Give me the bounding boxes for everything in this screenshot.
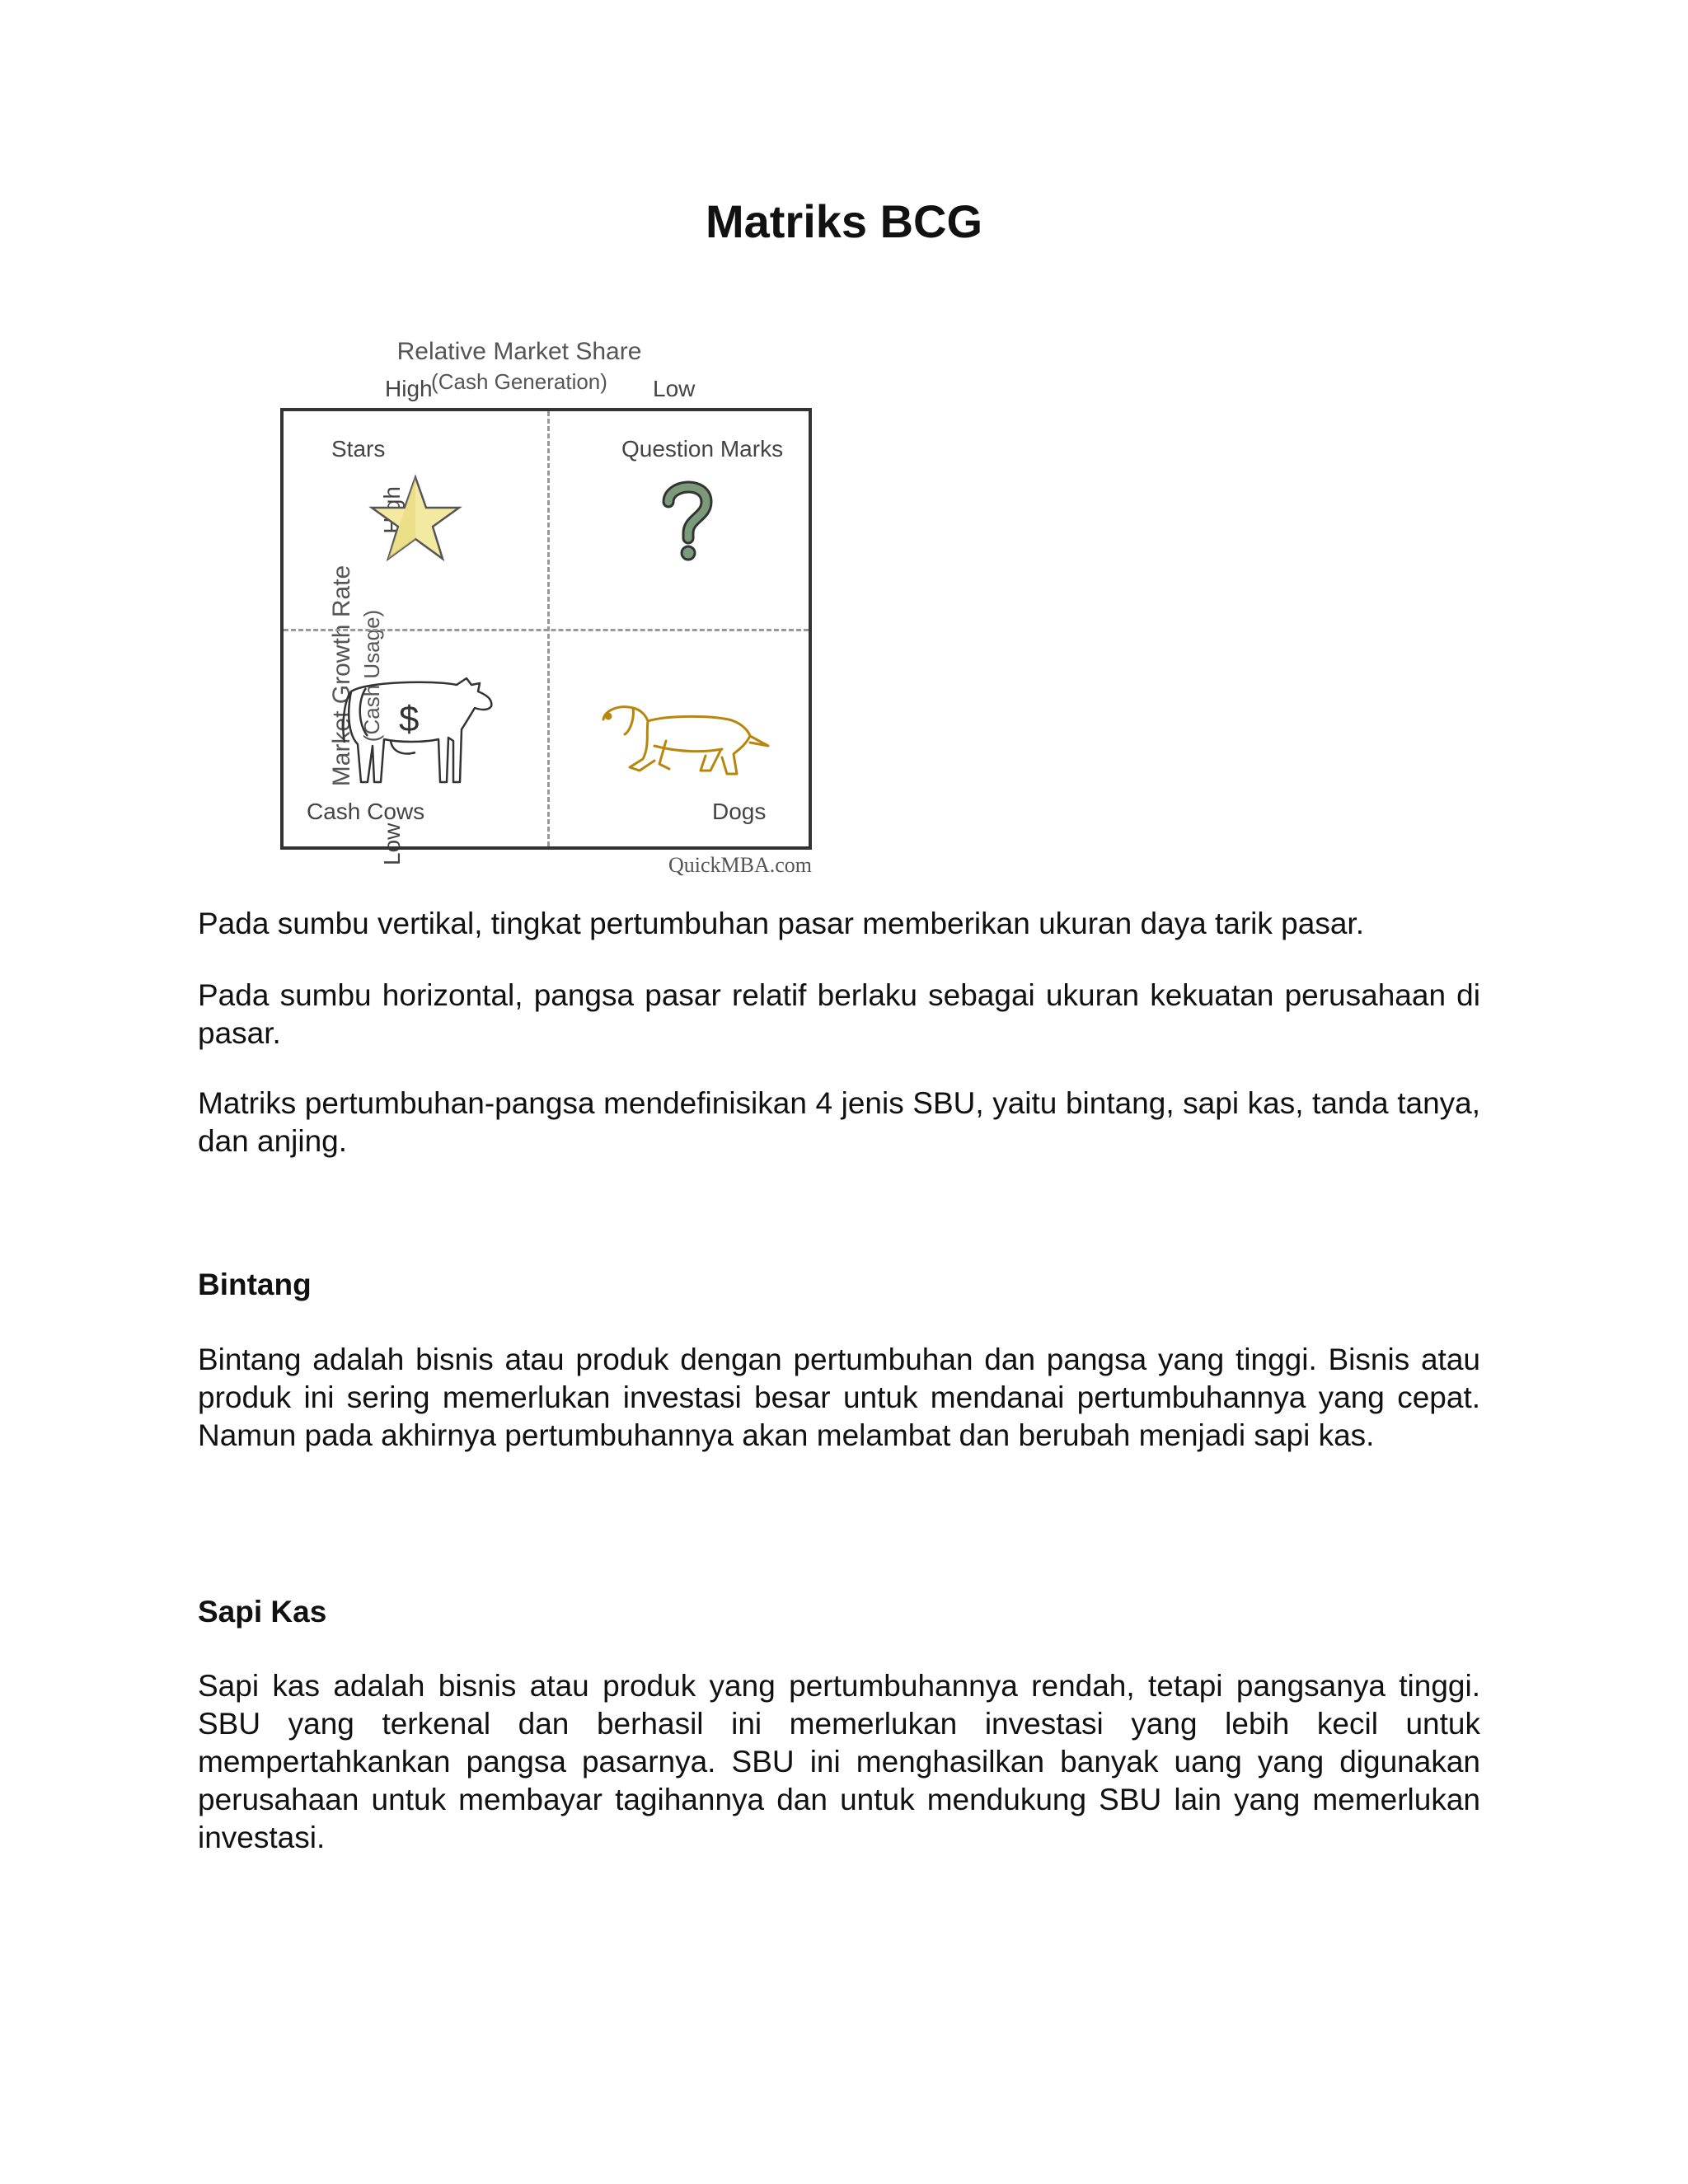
x-axis-low-label: Low xyxy=(653,376,696,401)
section-body-sapi-kas: Sapi kas adalah bisnis atau produk yang pertumbuhannya rendah, tetapi pangsanya tinggi. SBU yang terkenal dan berhasil ini memerlukan investasi yang lebih kecil untuk mempertahkankan pangsa pasarnya. SBU ini menghasilkan banyak uang yang digunakan perusahaan untuk membayar tagihannya dan untuk mendukung SBU lain yang memerlukan investasi. xyxy=(198,1669,1480,1854)
quadrant-label-stars: Stars xyxy=(331,436,386,462)
y-axis-title: Market Growth Rate xyxy=(328,565,355,787)
svg-text:$: $ xyxy=(399,699,420,739)
y-axis-subtitle: (Cash Usage) xyxy=(359,609,384,743)
cow-icon xyxy=(333,667,498,790)
paragraph-sbu-types: Matriks pertumbuhan-pangsa mendefinisikan 4 jenis SBU, yaitu bintang, sapi kas, tanda tanya, dan anjing. xyxy=(198,1086,1480,1158)
matrix-grid xyxy=(280,408,812,850)
horizontal-divider xyxy=(284,629,809,631)
quadrant-label-cash-cows: Cash Cows xyxy=(307,799,425,824)
x-axis-high-label: High xyxy=(385,376,433,401)
figure-credit: QuickMBA.com xyxy=(668,853,812,877)
dog-icon xyxy=(597,691,778,782)
star-icon xyxy=(366,473,465,564)
page-title: Matriks BCG xyxy=(705,195,983,247)
question-mark-icon xyxy=(659,477,716,564)
section-body-bintang: Bintang adalah bisnis atau produk dengan pertumbuhan dan pangsa yang tinggi. Bisnis atau produk ini sering memerlukan investasi besar untuk mendanai pertumbuhannya yang cepat. Namun pada akhirnya pertumbuhannya akan melambat dan berubah menjadi sapi kas. xyxy=(198,1343,1480,1452)
x-axis-title: Relative Market Share xyxy=(396,338,642,365)
section-heading-sapi-kas: Sapi Kas xyxy=(198,1595,327,1629)
quadrant-label-question-marks: Question Marks xyxy=(621,436,784,462)
bcg-matrix-figure xyxy=(198,330,824,890)
paragraph-vertical-axis: Pada sumbu vertikal, tingkat pertumbuhan pasar memberikan ukuran daya tarik pasar. xyxy=(198,907,1364,940)
quadrant-label-dogs: Dogs xyxy=(712,799,767,824)
section-heading-bintang: Bintang xyxy=(198,1268,312,1301)
x-axis-subtitle: (Cash Generation) xyxy=(431,369,607,394)
y-axis-low-label: Low xyxy=(379,823,405,865)
paragraph-horizontal-axis: Pada sumbu horizontal, pangsa pasar relatif berlaku sebagai ukuran kekuatan perusahaan di pasar. xyxy=(198,978,1480,1050)
